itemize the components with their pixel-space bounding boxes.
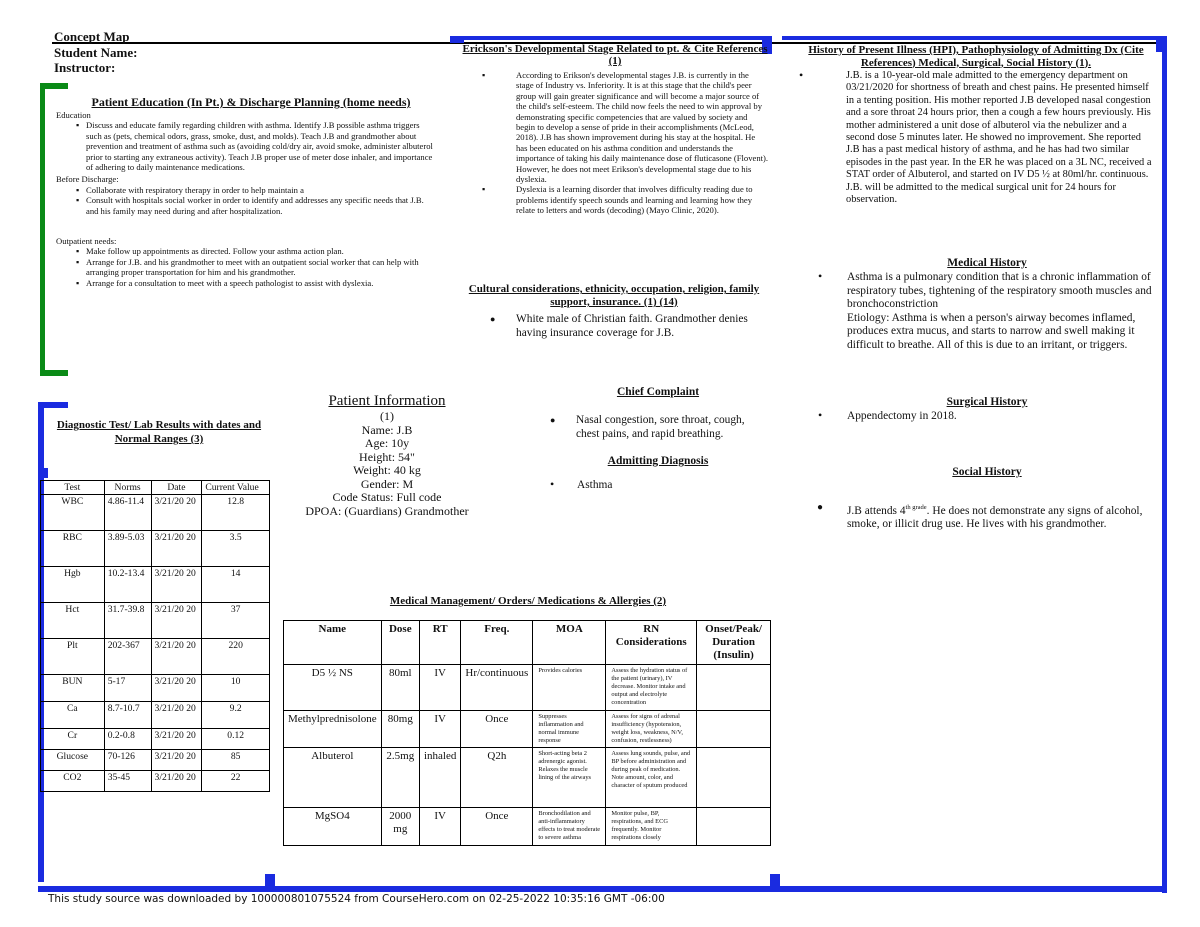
frame-bottom-post-2: [770, 874, 780, 892]
medications-table: [283, 620, 771, 846]
table-cell: 3/21/20 20: [151, 771, 202, 792]
medications-section: [282, 595, 774, 608]
table-cell: MgSO4: [284, 808, 382, 846]
table-cell: inhaled: [419, 748, 460, 808]
list-item: • J.B. is a 10-year-old male admitted to the emergency department on 03/21/2020 for shortness of breath and chest pains. He presented himself in a tenting position. His mother reported J.B developed nasal congestion and a sore throat 24 hours prior, then a cough a few hours previously. His mother administered a unit dose of albuterol via the nebulizer and a second dose 5 minutes later. He showed no improvement. She reported J.B has a past medical history of asthma, and he has had two similar episodes in the past year. In the ER he was placed on a 3L NC, received a STAT order of Albuterol, and started on IV D5 ½ at 80ml/hr. continuous. J.B. will be admitted to the medical surgical unit for 24 hours for observation.: [795, 70, 1157, 206]
cultural-title: Cultural considerations, ethnicity, occupation, religion, family support, insurance. (1) (14): [468, 283, 760, 308]
table-cell: 3.5: [202, 531, 270, 567]
medications-title: Medical Management/ Orders/ Medications & Allergies (2): [389, 595, 667, 607]
table-cell: Suppresses inflammation and normal immune response: [533, 711, 606, 748]
table-cell: 3.89-5.03: [104, 531, 151, 567]
table-row: [284, 748, 771, 808]
list-item: • Asthma is a pulmonary condition that is a chronic inflammation of respiratory tubes, tightening of the respiratory smooth muscles and bronchoconstriction: [814, 271, 1160, 312]
lab-table-body: [41, 495, 270, 792]
student-name-label: Student Name:: [54, 45, 138, 60]
table-cell: [697, 711, 771, 748]
table-cell: D5 ½ NS: [284, 665, 382, 711]
med-table-wrap: [283, 620, 771, 846]
med-header-rt: RT: [419, 621, 460, 665]
hpi-title: History of Present Illness (HPI), Pathophysiology of Admitting Dx (Cite References) Medical, Surgical, Social History (1).: [808, 44, 1144, 69]
table-cell: Glucose: [41, 750, 105, 771]
outpatient-list: [56, 246, 436, 288]
table-cell: IV: [419, 808, 460, 846]
table-cell: Hct: [41, 603, 105, 639]
header: [54, 29, 434, 75]
frame-green-left: [40, 83, 45, 376]
table-row: [41, 771, 270, 792]
surgical-history-list: [814, 410, 1160, 424]
lab-header-date: Date: [151, 481, 202, 495]
table-cell: Bronchodilation and anti-inflammatory effects to treat moderate to severe asthma: [533, 808, 606, 846]
lab-header-norms: Norms: [104, 481, 151, 495]
table-cell: Cr: [41, 729, 105, 750]
etiology-text: Etiology: Asthma is when a person's airway becomes inflamed, produces extra mucus, and starts to narrow and swell making it difficult to breathe. All of this is due to an irritant, or triggers.: [847, 311, 1136, 351]
list-item: ▪ Collaborate with respiratory therapy in order to help maintain a: [56, 185, 436, 195]
chief-complaint-title: Chief Complaint: [616, 386, 700, 398]
erikson-section: [462, 43, 768, 216]
bullet-icon: ●: [817, 502, 824, 513]
patient-info-title: Patient Information: [328, 393, 446, 409]
table-cell: [697, 748, 771, 808]
chief-complaint-list: [546, 414, 770, 441]
erikson-list: [462, 70, 768, 216]
education-section: [56, 96, 436, 288]
table-row: [41, 639, 270, 675]
social-history-item: [814, 501, 1160, 532]
before-discharge-label: Before Discharge:: [56, 174, 119, 185]
table-cell: 35-45: [104, 771, 151, 792]
patient-info-line: Gender: M: [360, 476, 414, 491]
list-item: ▪ Make follow up appointments as directed. Follow your asthma action plan.: [56, 246, 436, 256]
chief-complaint-section: [546, 386, 770, 493]
patient-info-lines: [288, 424, 486, 519]
table-cell: 3/21/20 20: [151, 567, 202, 603]
table-cell: 12.8: [202, 495, 270, 531]
table-cell: 2.5mg: [381, 748, 419, 808]
table-cell: IV: [419, 711, 460, 748]
list-item: ▪ Discuss and educate family regarding children with asthma. Identify J.B possible asthma triggers such as (pets, chemical odors, grass, smoke, dust, and molds). Teach J.B and grandmother about prevention and treatment of asthma such as (avoiding cold/dry air, avoid smoke, administer albuterol prior to starting any extraneous activity). Teach J.B proper use of meter dose inhaler, and importance of adhering to daily maintenance medications.: [56, 120, 436, 172]
concept-map-title: Concept Map: [54, 29, 130, 44]
table-cell: 3/21/20 20: [151, 639, 202, 675]
table-cell: 5-17: [104, 675, 151, 702]
admitting-dx-title: Admitting Diagnosis: [607, 455, 709, 468]
table-cell: 0.2-0.8: [104, 729, 151, 750]
table-cell: Once: [461, 808, 533, 846]
table-cell: 3/21/20 20: [151, 495, 202, 531]
frame-bottom: [38, 886, 1167, 892]
medical-history-list: [814, 271, 1160, 312]
diagnostics-section: [48, 418, 270, 446]
download-footer: This study source was downloaded by 100000801075524 from CourseHero.com on 02-25-2022 10:35:16 GMT -06:00: [48, 893, 665, 905]
table-row: [41, 750, 270, 771]
table-cell: 70-126: [104, 750, 151, 771]
frame-left-tick: [44, 468, 48, 478]
lab-header-test: Test: [41, 481, 105, 495]
table-cell: 9.2: [202, 702, 270, 729]
list-item: ▪ According to Erikson's developmental stages J.B. is currently in the stage of Industry vs. Inferiority. It is at this stage that the child's peer group will gain greater significance and will become a major source of the child's self-esteem. The child now feels the need to win approval by demonstrating specific competencies that are valued by society and begin to develop a sense of pride in their accomplishments (McLeod, 2018). J.B has shown improvement during his stay at the hospital. He has been educated on his asthma condition and understands the importance of taking his daily maintenance dose of fluticasone (Flovent). However, he does not meet Erikson's developmental stage due to his dyslexia.: [462, 70, 768, 184]
discharge-list: [56, 185, 436, 216]
table-cell: Methylprednisolone: [284, 711, 382, 748]
instructor-label: Instructor:: [54, 60, 116, 75]
patient-info-ref: (1): [380, 409, 394, 423]
med-header-row: [284, 621, 771, 665]
education-list: [56, 120, 436, 172]
table-cell: BUN: [41, 675, 105, 702]
cultural-list: [466, 313, 762, 340]
erikson-title: Erickson's Developmental Stage Related to pt. & Cite References (1): [462, 43, 768, 67]
education-title: Patient Education (In Pt.) & Discharge Planning (home needs): [91, 95, 411, 109]
med-header-freq: Freq.: [461, 621, 533, 665]
table-cell: Assess for signs of adrenal insufficiency (hypotension, weight loss, weakness, N/V, confusion, restlessness): [606, 711, 697, 748]
list-item: ▪ Arrange for J.B. and his grandmother to meet with an outpatient social worker that can help with arranging proper transportation for him and his grandmother.: [56, 257, 436, 278]
table-row: [284, 665, 771, 711]
table-cell: Hr/continuous: [461, 665, 533, 711]
frame-top-center-b: [464, 36, 769, 40]
lab-header-row: [41, 481, 270, 495]
table-row: [41, 702, 270, 729]
table-row: [41, 495, 270, 531]
table-cell: 3/21/20 20: [151, 702, 202, 729]
table-row: [41, 729, 270, 750]
table-cell: Assess lung sounds, pulse, and BP before administration and during peak of medication. Note amount, color, and character of sputum produced: [606, 748, 697, 808]
list-item: ▪ Consult with hospitals social worker in order to identify and addresses any specific needs that J.B. and his family may need during and after hospitalization.: [56, 195, 436, 216]
admitting-dx-list: [546, 479, 770, 493]
table-cell: IV: [419, 665, 460, 711]
med-header-moa: MOA: [533, 621, 606, 665]
list-item: • Asthma: [546, 479, 770, 493]
table-cell: Provides calories: [533, 665, 606, 711]
table-row: [41, 567, 270, 603]
table-cell: 31.7-39.8: [104, 603, 151, 639]
table-cell: Ca: [41, 702, 105, 729]
table-row: [41, 603, 270, 639]
table-cell: 202-367: [104, 639, 151, 675]
table-cell: 3/21/20 20: [151, 531, 202, 567]
table-cell: 3/21/20 20: [151, 729, 202, 750]
social-history-section: [814, 466, 1160, 532]
table-cell: 10: [202, 675, 270, 702]
surgical-history-title: Surgical History: [946, 396, 1028, 408]
table-cell: Hgb: [41, 567, 105, 603]
table-cell: 37: [202, 603, 270, 639]
social-history-rest: . He does not demonstrate any signs of alcohol, smoke, or illicit drug use. He lives with his grandmother.: [847, 504, 1143, 531]
social-history-prefix: J.B attends 4: [847, 504, 906, 517]
table-cell: Assess the hydration status of the patient (urinary), IV decrease. Monitor intake and output and electrolyte concentration: [606, 665, 697, 711]
table-row: [284, 808, 771, 846]
table-cell: RBC: [41, 531, 105, 567]
table-cell: 14: [202, 567, 270, 603]
cultural-section: [466, 283, 762, 340]
table-cell: [697, 665, 771, 711]
table-row: [41, 675, 270, 702]
table-cell: Short-acting beta 2 adrenergic agonist. Relaxes the muscle lining of the airways: [533, 748, 606, 808]
list-item: ● White male of Christian faith. Grandmother denies having insurance coverage for J.B.: [490, 313, 762, 340]
table-cell: 220: [202, 639, 270, 675]
table-cell: 22: [202, 771, 270, 792]
patient-info-line: Height: 54": [359, 449, 415, 464]
med-header-dose: Dose: [381, 621, 419, 665]
table-cell: 2000 mg: [381, 808, 419, 846]
patient-info-line: Weight: 40 kg: [353, 463, 421, 477]
med-header-rn: RN Considerations: [606, 621, 697, 665]
table-cell: Albuterol: [284, 748, 382, 808]
patient-info-line: Age: 10y: [364, 436, 410, 450]
list-item: ● Nasal congestion, sore throat, cough, chest pains, and rapid breathing.: [550, 414, 770, 441]
patient-info-line: Name: J.B: [361, 422, 413, 437]
med-table-body: [284, 665, 771, 846]
social-history-title: Social History: [952, 466, 1022, 478]
frame-top-right: [782, 36, 1166, 40]
table-cell: 80ml: [381, 665, 419, 711]
table-cell: Q2h: [461, 748, 533, 808]
table-row: [41, 531, 270, 567]
med-header-name: Name: [284, 621, 382, 665]
hpi-list: [795, 70, 1157, 206]
table-cell: 85: [202, 750, 270, 771]
table-cell: 3/21/20 20: [151, 603, 202, 639]
table-cell: 3/21/20 20: [151, 750, 202, 771]
table-cell: WBC: [41, 495, 105, 531]
patient-info-line: DPOA: (Guardians) Grandmother: [305, 503, 469, 518]
list-item: • Appendectomy in 2018.: [814, 410, 1160, 424]
table-cell: 10.2-13.4: [104, 567, 151, 603]
frame-top-center-a: [450, 36, 464, 43]
frame-green-bottom: [40, 370, 68, 376]
table-cell: Monitor pulse, BP, respirations, and ECG frequently. Monitor respirations closely: [606, 808, 697, 846]
list-item: ▪ Dyslexia is a learning disorder that involves difficulty reading due to problems identify speech sounds and learning and learning how they relate to letters and words (decoding) (Mayo Clinic, 2020).: [462, 184, 768, 215]
table-cell: 0.12: [202, 729, 270, 750]
table-cell: Plt: [41, 639, 105, 675]
diagnostics-title: Diagnostic Test/ Lab Results with dates and Normal Ranges (3): [56, 419, 262, 445]
lab-header-value: Current Value: [202, 481, 270, 495]
table-cell: 8.7-10.7: [104, 702, 151, 729]
lab-table: [40, 480, 270, 792]
table-cell: [697, 808, 771, 846]
table-row: [284, 711, 771, 748]
hpi-section: [795, 44, 1157, 206]
table-cell: Once: [461, 711, 533, 748]
surgical-history-section: [814, 396, 1160, 424]
frame-bottom-post-1: [265, 874, 275, 892]
list-item: ▪ Arrange for a consultation to meet with a speech pathologist to assist with dyslexia.: [56, 278, 436, 288]
table-cell: 3/21/20 20: [151, 675, 202, 702]
table-cell: 4.86-11.4: [104, 495, 151, 531]
table-cell: 80mg: [381, 711, 419, 748]
table-cell: CO2: [41, 771, 105, 792]
lab-table-wrap: [40, 480, 270, 792]
social-history-sup: th grade: [905, 504, 927, 511]
frame-right-side: [1162, 36, 1167, 893]
patient-info-line: Code Status: Full code: [332, 490, 442, 504]
medical-history-title: Medical History: [947, 257, 1027, 269]
outpatient-label: Outpatient needs:: [56, 236, 117, 247]
medical-history-section: [814, 257, 1160, 353]
education-label: Education: [56, 110, 91, 120]
patient-info-section: [288, 392, 486, 518]
med-header-onset: Onset/Peak/ Duration (Insulin): [697, 621, 771, 665]
